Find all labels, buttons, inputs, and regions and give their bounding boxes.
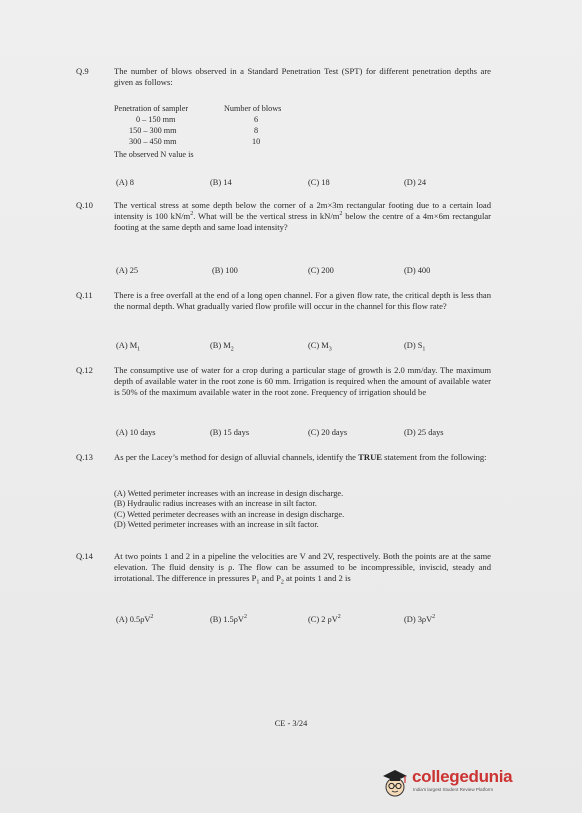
option-c[interactable]: (C) 2 $\rho V^2$	[308, 614, 341, 624]
list-item[interactable]: (B) Hydraulic radius increases with an increase in silt factor.	[114, 499, 317, 509]
question-text: At two points 1 and 2 in a pipeline the velocities are V and 2V, respectively. Both the points are at the same elevation. The fluid density is ρ. The flow can be assumed to be incompressible, inviscid, steady and irrotational. The difference in pressures $P_1$ and $P_2$ at points 1 and 2 is	[114, 551, 491, 586]
table-cell-depth: 300 – 450 mm	[129, 137, 177, 146]
question-text: The number of blows observed in a Standard Penetration Test (SPT) for different penetration depths are given as follows:	[114, 66, 491, 87]
option-d[interactable]: (D) $S_1$	[404, 341, 426, 353]
table-cell-blows: 10	[252, 137, 261, 146]
question-text: The consumptive use of water for a crop during a particular stage of growth is 2.0 mm/day. The maximum depth of available water in the root zone is 60 mm. Irrigation is required when the amount of available water is 50% of the maximum available water in the root zone. Frequency of irrigation should be	[114, 365, 491, 397]
option-b[interactable]: (B) 14	[210, 178, 232, 187]
option-d[interactable]: (D) 24	[404, 178, 427, 187]
option-c[interactable]: (C) 20 days	[308, 428, 348, 437]
list-item[interactable]: (D) Wetted perimeter increases with an increase in silt factor.	[114, 520, 319, 530]
option-a[interactable]: (A) 10 days	[116, 428, 156, 437]
option-b[interactable]: (B) $M_2$	[210, 341, 234, 353]
option-c[interactable]: (C) $M_3$	[308, 341, 332, 353]
question-number: Q.9	[76, 66, 89, 76]
table-footer-text: The observed N value is	[114, 150, 194, 159]
option-c[interactable]: (C) 18	[308, 178, 330, 187]
option-b[interactable]: (B) 100	[212, 266, 238, 275]
option-a[interactable]: (A) 25	[116, 266, 139, 275]
option-c[interactable]: (C) 200	[308, 266, 334, 275]
graduate-icon	[380, 767, 410, 799]
collegedunia-logo	[380, 765, 520, 801]
question-number: Q.10	[76, 200, 93, 210]
list-item[interactable]: (A) Wetted perimeter increases with an increase in design discharge.	[114, 489, 344, 498]
option-b[interactable]: (B) 15 days	[210, 428, 250, 437]
question-number: Q.13	[76, 452, 93, 462]
table-cell-depth: 150 – 300 mm	[129, 126, 177, 135]
logo-wordmark: collegedunia	[412, 767, 513, 786]
question-text: As per the Lacey’s method for design of alluvial channels, identify the TRUE statement from the following:	[114, 452, 487, 462]
table-cell-blows: 8	[254, 126, 259, 135]
question-number: Q.14	[76, 551, 93, 561]
table-cell-depth: 0 – 150 mm	[136, 115, 176, 124]
page-footer: CE - 3/24	[274, 719, 308, 728]
option-b[interactable]: (B) $1.5\rho V^2$	[210, 614, 247, 624]
table-header-left: Penetration of sampler	[114, 104, 189, 113]
option-d[interactable]: (D) 400	[404, 266, 431, 275]
option-a[interactable]: (A) $0.5\rho V^2$	[116, 614, 154, 624]
question-text: There is a free overfall at the end of a long open channel. For a given flow rate, the critical depth is less than the normal depth. What gradually varied flow profile will occur in the channel for this flow rate?	[114, 290, 491, 311]
question-number: Q.12	[76, 365, 93, 375]
question-number: Q.11	[76, 290, 93, 300]
question-text: The vertical stress at some depth below the corner of a 2m×3m rectangular footing due to a certain load intensity is 100 $kN/m^2$. What will be the vertical stress in $kN/m^2$ below the centre of a 4m×6m rectangular footing at the same depth and same load intensity?	[114, 200, 492, 232]
option-a[interactable]: (A) $M_1$	[116, 341, 141, 353]
table-header-right: Number of blows	[224, 104, 282, 113]
option-d[interactable]: (D) 25 days	[404, 428, 444, 437]
option-a[interactable]: (A) 8	[116, 178, 134, 187]
logo-tagline: India's largest Student Review Platform	[413, 787, 494, 792]
list-item[interactable]: (C) Wetted perimeter decreases with an increase in design discharge.	[114, 509, 345, 519]
statement-list	[114, 489, 344, 531]
table-cell-blows: 6	[254, 115, 259, 124]
option-d[interactable]: (D) $3\rho V^2$	[404, 614, 436, 624]
